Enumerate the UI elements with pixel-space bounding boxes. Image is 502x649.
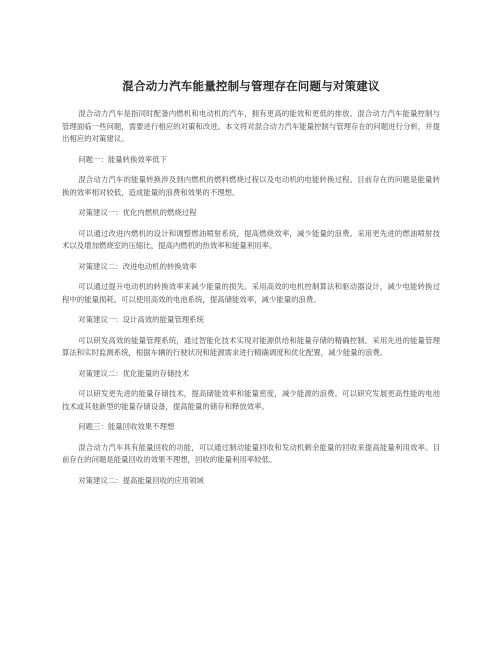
section-heading-suggestion-4: 对策建议二：优化能量的存储技术 <box>78 368 190 378</box>
section-heading-suggestion-3: 对策建议一：设计高效的能量管理系统 <box>78 315 204 324</box>
paragraph-problem-3: 混合动力汽车具有能量回收的功能，可以通过制动能量回收和发动机剩余能量的回收来提高能量利用效率。目前存在的问题是能量回收的效果不理想，回收的能量利用率较低。 <box>62 442 440 464</box>
paragraph-problem-1: 混合动力汽车的能量转换涉及到内燃机的燃料燃烧过程以及电动机的电能转换过程。目前存在的问题是能量转换的效率相对较低，造成能量的浪费和效果的不理想。 <box>62 175 440 197</box>
paragraph-suggestion-3: 可以研发高效的能量管理系统，通过智能化技术实现对能源供给和能量存储的精确控制。采用先进的能量管理算法和实时监测系统，根据车辆的行驶状况和能源需求进行精确调度和优化配置，减少能量的浪费。 <box>62 335 440 357</box>
paragraph-suggestion-1: 可以通过改进内燃机的设计和调整燃油喷射系统，提高燃烧效率，减少能量的浪费。采用更先进的燃油喷射技术以及增加燃烧室的压缩比，提高内燃机的热效率和能量利用率。 <box>62 228 440 250</box>
document-page <box>62 78 440 495</box>
document-title: 混合动力汽车能量控制与管理存在问题与对策建议 <box>122 79 380 93</box>
section-heading-problem-1: 问题一：能量转换效率低下 <box>78 154 167 164</box>
paragraph-suggestion-4: 可以研发更先进的能量存储技术，提高储能效率和能量密度，减少能源的浪费。可以研究发展更高性能的电池技术或其他新型的能量存储设备，提高能量的储存和释放效率。 <box>62 389 440 411</box>
paragraph-suggestion-2: 可以通过提升电动机的转换效率来减少能量的损失。采用高效的电机控制算法和驱动器设计，减少电能转换过程中的能量损耗。可以使用高效的电池系统，提高储能效率，减少能量的浪费。 <box>62 282 440 304</box>
intro-paragraph: 混合动力汽车是指同时配备内燃机和电动机的汽车，拥有更高的能效和更低的排放。混合动力汽车能量控制与管理面临一些问题，需要进行相应的对策和改进。本文将对混合动力汽车能量控制与管理存在的问题进行分析，并提出相应的对策建议。 <box>62 109 440 143</box>
section-heading-suggestion-5: 对策建议二：提高能量回收的应用领域 <box>78 475 204 485</box>
section-heading-suggestion-1: 对策建议一：优化内燃机的燃烧过程 <box>78 208 197 217</box>
section-heading-suggestion-2: 对策建议二：改进电动机的转换效率 <box>78 261 197 271</box>
section-heading-problem-3: 问题三：能量回收效果不理想 <box>78 422 175 431</box>
